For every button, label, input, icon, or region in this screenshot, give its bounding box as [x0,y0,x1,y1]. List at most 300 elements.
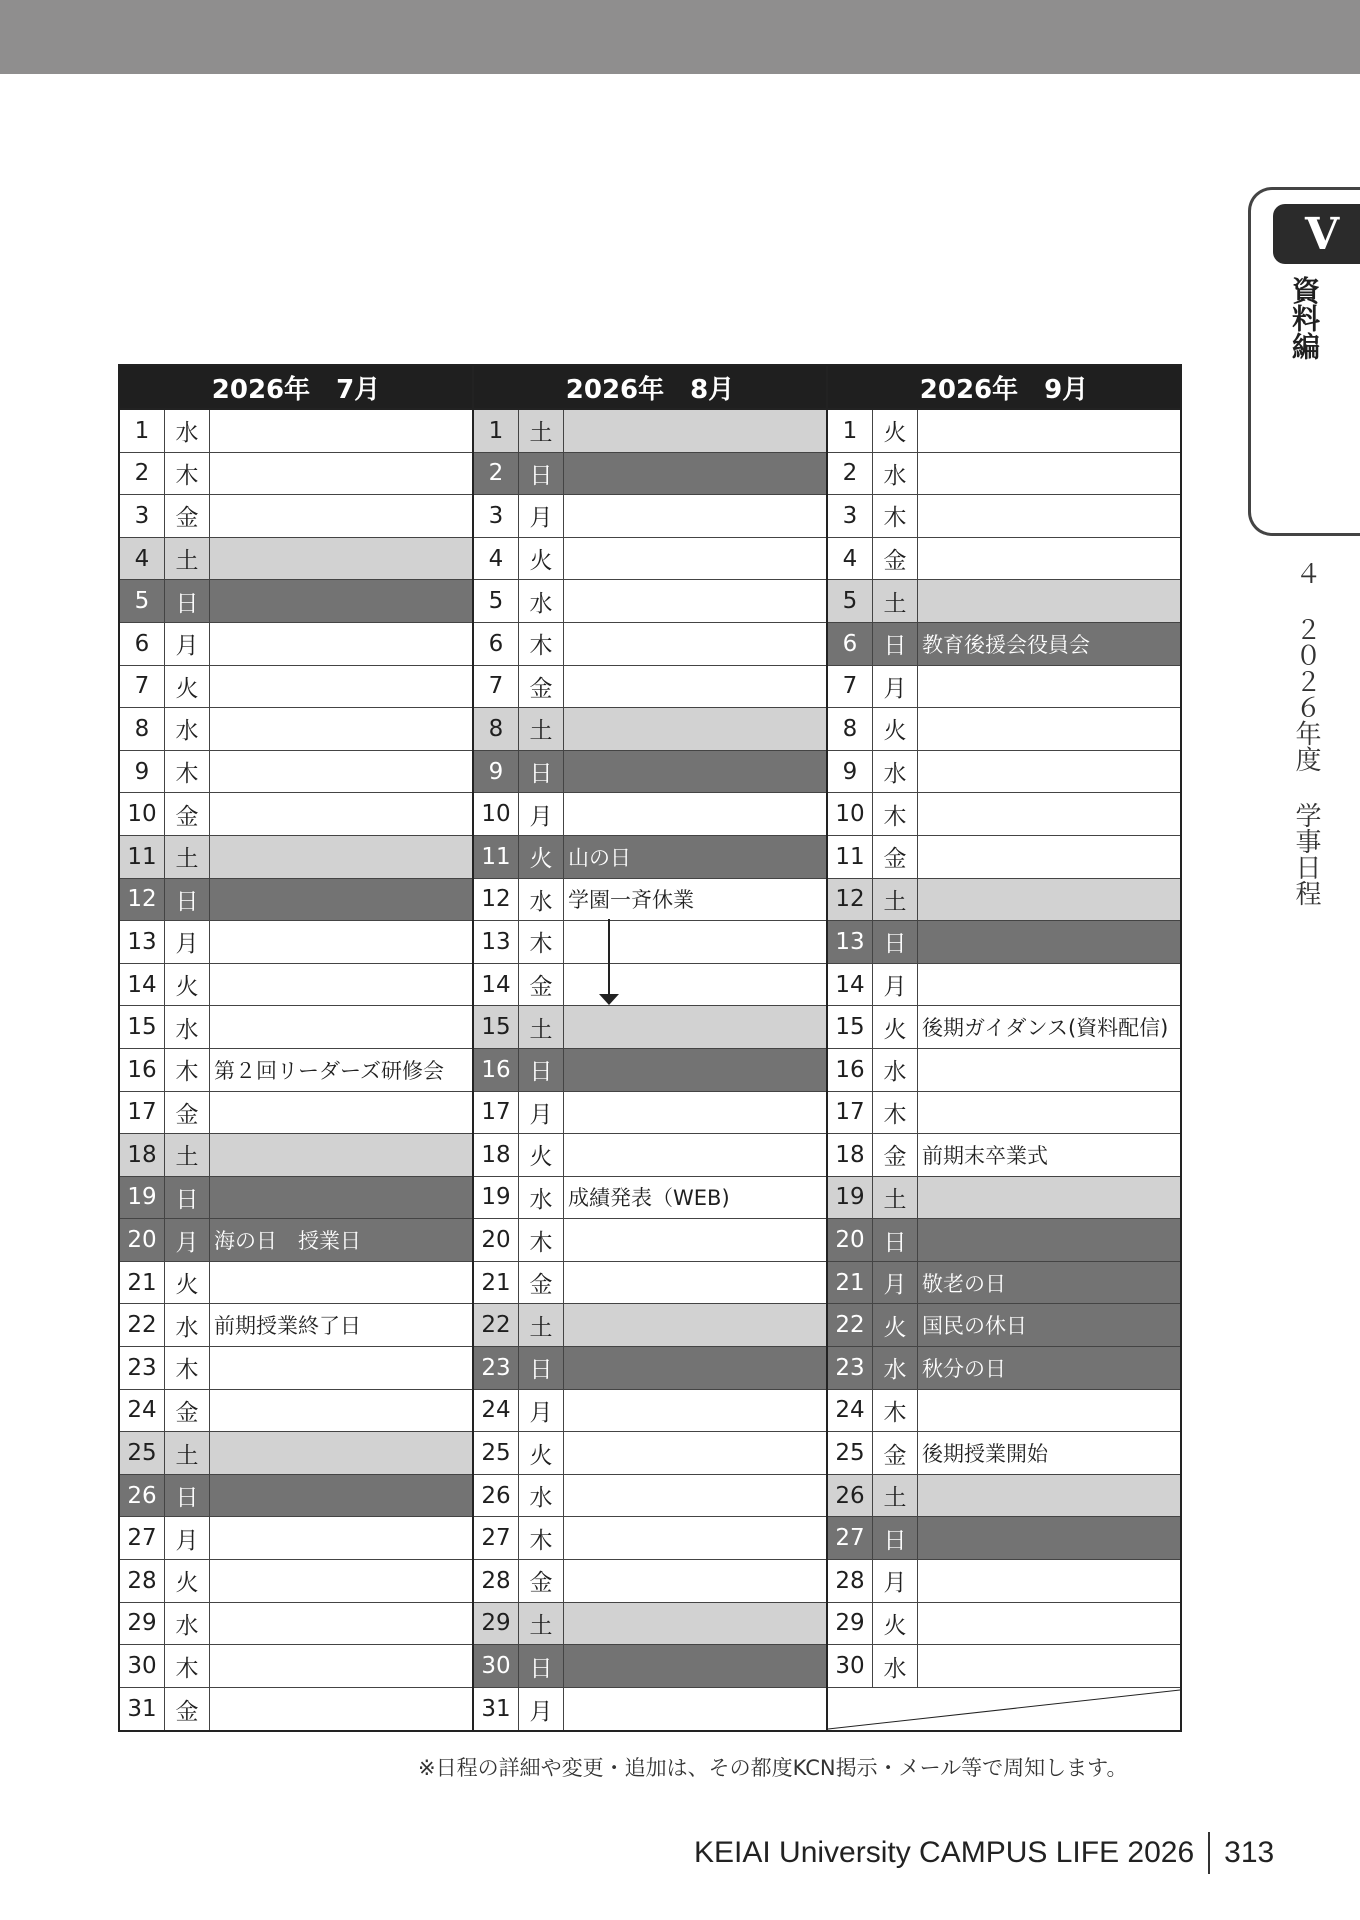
weekday: 日 [165,1475,210,1517]
weekday: 月 [519,495,564,537]
day-number: 14 [828,964,873,1006]
day-number: 1 [120,410,165,452]
day-number: 28 [474,1560,519,1602]
event-text [564,1049,826,1091]
weekday: 月 [165,921,210,963]
day-number: 26 [120,1475,165,1517]
weekday: 金 [165,1390,210,1432]
weekday: 土 [165,1432,210,1474]
day-row [828,1006,1180,1049]
weekday: 木 [165,453,210,495]
month-title: 2026年 9月 [828,366,1180,410]
day-row [828,580,1180,623]
month-title: 2026年 8月 [474,366,826,410]
event-text [564,410,826,452]
event-text [210,1262,472,1304]
day-row [828,1603,1180,1646]
weekday: 土 [873,580,918,622]
event-text [210,1092,472,1134]
event-text [564,1262,826,1304]
page-number: 313 [1224,1836,1275,1869]
day-number: 10 [474,793,519,835]
weekday: 水 [165,708,210,750]
day-number: 4 [474,538,519,580]
event-text [918,1219,1180,1261]
event-text [564,1688,826,1731]
day-number: 17 [120,1092,165,1134]
day-number: 9 [120,751,165,793]
day-row [474,1049,826,1092]
event-text: 山の日 [568,845,631,870]
day-number: 22 [828,1304,873,1346]
event-text [564,666,826,708]
day-row [474,580,826,623]
weekday: 日 [165,580,210,622]
day-row [120,1219,472,1262]
day-row [828,1560,1180,1603]
weekday: 土 [519,1006,564,1048]
day-number: 14 [474,964,519,1006]
day-row [828,708,1180,751]
day-row [828,1645,1180,1688]
day-number: 30 [474,1645,519,1687]
event-text [564,1304,826,1346]
day-number: 5 [474,580,519,622]
event-text [564,1390,826,1432]
day-number: 13 [120,921,165,963]
weekday: 木 [519,1517,564,1559]
day-number: 10 [828,793,873,835]
weekday: 日 [519,1645,564,1687]
day-number: 24 [474,1390,519,1432]
weekday: 日 [165,879,210,921]
event-text [210,708,472,750]
day-number: 6 [474,623,519,665]
day-number: 29 [474,1603,519,1645]
day-row [120,1390,472,1433]
day-row [828,1177,1180,1220]
day-number: 24 [120,1390,165,1432]
day-row [474,410,826,453]
event-text [918,1517,1180,1559]
day-number: 22 [120,1304,165,1346]
weekday: 水 [165,1006,210,1048]
day-number: 4 [120,538,165,580]
day-row [474,495,826,538]
weekday: 木 [165,1347,210,1389]
weekday: 月 [873,666,918,708]
weekday: 木 [873,495,918,537]
weekday: 月 [873,964,918,1006]
day-row [828,751,1180,794]
event-text [210,1006,472,1048]
event-text [564,453,826,495]
event-text [564,623,826,665]
weekday: 土 [873,879,918,921]
day-number: 10 [120,793,165,835]
day-row [120,1092,472,1135]
day-row [474,453,826,496]
day-row [828,1049,1180,1092]
day-row [828,1134,1180,1177]
day-number: 25 [828,1432,873,1474]
day-row [828,1347,1180,1390]
weekday: 木 [165,1645,210,1687]
day-row [828,1304,1180,1347]
event-text [564,1432,826,1474]
day-row [828,1092,1180,1135]
weekday: 金 [873,538,918,580]
event-text [210,495,472,537]
event-text [210,623,472,665]
day-row [120,964,472,1007]
day-row [120,708,472,751]
day-row [474,1517,826,1560]
event-text [918,495,1180,537]
day-row [120,1645,472,1688]
day-number: 20 [120,1219,165,1261]
day-row [120,453,472,496]
tab-badge: V [1273,204,1360,264]
day-row [120,410,472,453]
event-text [210,453,472,495]
weekday: 木 [873,1390,918,1432]
day-number: 8 [120,708,165,750]
day-row [474,1603,826,1646]
event-text [918,1475,1180,1517]
day-number: 13 [474,921,519,963]
event-text: 後期授業開始 [922,1442,1048,1467]
day-number: 9 [828,751,873,793]
day-number: 1 [828,410,873,452]
weekday: 月 [873,1560,918,1602]
day-row [474,921,826,964]
day-row [474,1688,826,1731]
event-text [918,751,1180,793]
weekday: 水 [165,1304,210,1346]
day-number: 23 [474,1347,519,1389]
weekday: 月 [519,1688,564,1731]
weekday: 金 [873,1134,918,1176]
day-number: 11 [474,836,519,878]
day-number: 20 [828,1219,873,1261]
calendar [118,364,1182,1732]
event-text: 国民の休日 [922,1314,1027,1339]
weekday: 水 [519,1475,564,1517]
day-number: 27 [120,1517,165,1559]
day-number: 29 [120,1603,165,1645]
day-number: 23 [828,1347,873,1389]
day-number: 9 [474,751,519,793]
weekday: 水 [165,410,210,452]
event-text [564,1603,826,1645]
event-text [210,666,472,708]
event-text [918,538,1180,580]
weekday: 日 [873,623,918,665]
event-text: 後期ガイダンス(資料配信) [922,1016,1169,1041]
event-text [564,793,826,835]
event-text [918,1645,1180,1687]
day-row [120,1517,472,1560]
day-number: 2 [120,453,165,495]
day-row [474,879,826,922]
weekday: 木 [165,1049,210,1091]
day-number: 3 [120,495,165,537]
event-text [210,1432,472,1474]
day-row [474,1092,826,1135]
day-row [120,751,472,794]
weekday: 水 [519,1177,564,1219]
event-text [564,1347,826,1389]
continuation-arrow-line [608,919,610,997]
day-number: 15 [474,1006,519,1048]
footer-divider [1208,1832,1210,1874]
day-row [120,623,472,666]
day-number: 19 [828,1177,873,1219]
weekday: 水 [519,580,564,622]
day-row [120,1688,472,1731]
event-text: 教育後援会役員会 [922,632,1090,657]
event-text [918,1177,1180,1219]
section-label: ４ ２０２６年度 学事日程 [1291,560,1321,906]
day-row [828,1262,1180,1305]
day-number: 7 [828,666,873,708]
event-text [210,751,472,793]
event-text: 成績発表（WEB) [568,1186,730,1211]
weekday: 火 [519,1432,564,1474]
day-row [120,1603,472,1646]
event-text: 海の日 授業日 [214,1229,361,1254]
day-row [120,1304,472,1347]
event-text [564,1092,826,1134]
day-number: 17 [474,1092,519,1134]
day-number: 24 [828,1390,873,1432]
day-number: 25 [120,1432,165,1474]
day-number: 14 [120,964,165,1006]
event-text [210,1645,472,1687]
weekday: 火 [519,538,564,580]
weekday: 木 [873,793,918,835]
tab-label: 資料編 [1288,276,1321,360]
day-number: 21 [474,1262,519,1304]
event-text [564,495,826,537]
day-row [120,666,472,709]
day-row [120,1347,472,1390]
event-text [918,964,1180,1006]
day-number: 6 [120,623,165,665]
event-text [564,538,826,580]
event-text [210,1134,472,1176]
day-number: 25 [474,1432,519,1474]
day-row [828,1432,1180,1475]
day-row [120,1560,472,1603]
day-row [474,1560,826,1603]
weekday: 木 [519,921,564,963]
day-row [474,964,826,1007]
event-text [564,1475,826,1517]
weekday: 土 [519,1304,564,1346]
day-number: 12 [474,879,519,921]
weekday: 火 [519,836,564,878]
event-text [564,1006,826,1048]
day-row [828,793,1180,836]
event-text [918,1603,1180,1645]
weekday: 土 [165,1134,210,1176]
day-row [474,538,826,581]
day-number: 16 [474,1049,519,1091]
weekday: 火 [519,1134,564,1176]
event-text [918,1092,1180,1134]
day-number: 27 [474,1517,519,1559]
day-row [474,836,826,879]
event-text [210,580,472,622]
day-number: 8 [828,708,873,750]
weekday: 日 [519,751,564,793]
weekday: 水 [873,453,918,495]
day-row [120,879,472,922]
day-row [474,1475,826,1518]
weekday: 火 [165,964,210,1006]
event-text [210,1603,472,1645]
event-text [210,836,472,878]
top-band [0,0,1360,74]
weekday: 火 [873,1603,918,1645]
side-tab[interactable] [1248,187,1360,536]
day-row [828,1517,1180,1560]
day-row [474,666,826,709]
weekday: 水 [873,751,918,793]
day-row [120,1049,472,1092]
month-title: 2026年 7月 [120,366,472,410]
day-number: 7 [474,666,519,708]
day-row [474,1432,826,1475]
weekday: 金 [519,1262,564,1304]
day-number: 30 [828,1645,873,1687]
day-number: 21 [828,1262,873,1304]
weekday: 火 [165,666,210,708]
weekday: 日 [165,1177,210,1219]
weekday: 金 [873,836,918,878]
event-text: 第２回リーダーズ研修会 [214,1058,444,1083]
weekday: 水 [519,879,564,921]
day-row [474,751,826,794]
event-text [210,1560,472,1602]
day-number: 15 [120,1006,165,1048]
footnote: ※日程の詳細や変更・追加は、その都度KCN掲示・メール等で周知します。 [418,1756,1128,1780]
weekday: 月 [165,1517,210,1559]
day-number: 21 [120,1262,165,1304]
weekday: 土 [519,708,564,750]
weekday: 水 [873,1645,918,1687]
day-row [828,836,1180,879]
weekday: 木 [165,751,210,793]
weekday: 金 [873,1432,918,1474]
weekday: 金 [165,793,210,835]
day-row [474,1134,826,1177]
day-row [474,1304,826,1347]
empty-cell [828,1688,1180,1731]
event-text [210,793,472,835]
day-row [474,1219,826,1262]
weekday: 日 [873,1517,918,1559]
day-row [828,453,1180,496]
weekday: 月 [165,1219,210,1261]
day-number: 28 [828,1560,873,1602]
event-text [564,1645,826,1687]
day-row [474,1390,826,1433]
event-text [564,1517,826,1559]
weekday: 木 [519,1219,564,1261]
event-text [210,1517,472,1559]
event-text [564,751,826,793]
day-number: 22 [474,1304,519,1346]
weekday: 水 [165,1603,210,1645]
day-number: 26 [828,1475,873,1517]
day-row [828,879,1180,922]
event-text [210,1177,472,1219]
day-row [828,921,1180,964]
day-number: 15 [828,1006,873,1048]
day-number: 13 [828,921,873,963]
day-number: 6 [828,623,873,665]
weekday: 金 [165,1092,210,1134]
day-row [120,1134,472,1177]
weekday: 金 [165,1688,210,1731]
event-text [918,1390,1180,1432]
event-text: 学園一斉休業 [568,888,694,913]
arrow-down-icon [599,994,619,1005]
day-row [120,1177,472,1220]
day-number: 18 [120,1134,165,1176]
day-row [474,1262,826,1305]
weekday: 木 [519,623,564,665]
day-number: 5 [120,580,165,622]
day-row [474,623,826,666]
weekday: 水 [873,1347,918,1389]
weekday: 火 [873,1304,918,1346]
day-number: 31 [474,1688,519,1731]
event-text: 敬老の日 [922,1271,1006,1296]
month-column [472,366,826,1730]
day-row [828,538,1180,581]
day-number: 20 [474,1219,519,1261]
event-text [918,1560,1180,1602]
day-row [828,495,1180,538]
event-text [564,708,826,750]
day-row [474,1347,826,1390]
day-number: 30 [120,1645,165,1687]
day-row [120,495,472,538]
day-row [828,964,1180,1007]
month-column [826,366,1180,1730]
day-number: 19 [474,1177,519,1219]
day-number: 29 [828,1603,873,1645]
weekday: 日 [519,453,564,495]
day-row [120,1475,472,1518]
day-number: 28 [120,1560,165,1602]
weekday: 月 [873,1262,918,1304]
weekday: 金 [519,666,564,708]
day-row [120,836,472,879]
weekday: 火 [873,1006,918,1048]
day-row [120,580,472,623]
weekday: 日 [873,1219,918,1261]
event-text [918,410,1180,452]
page-footer [694,1832,1274,1874]
weekday: 土 [165,538,210,580]
month-column [120,366,472,1730]
day-row [474,1645,826,1688]
